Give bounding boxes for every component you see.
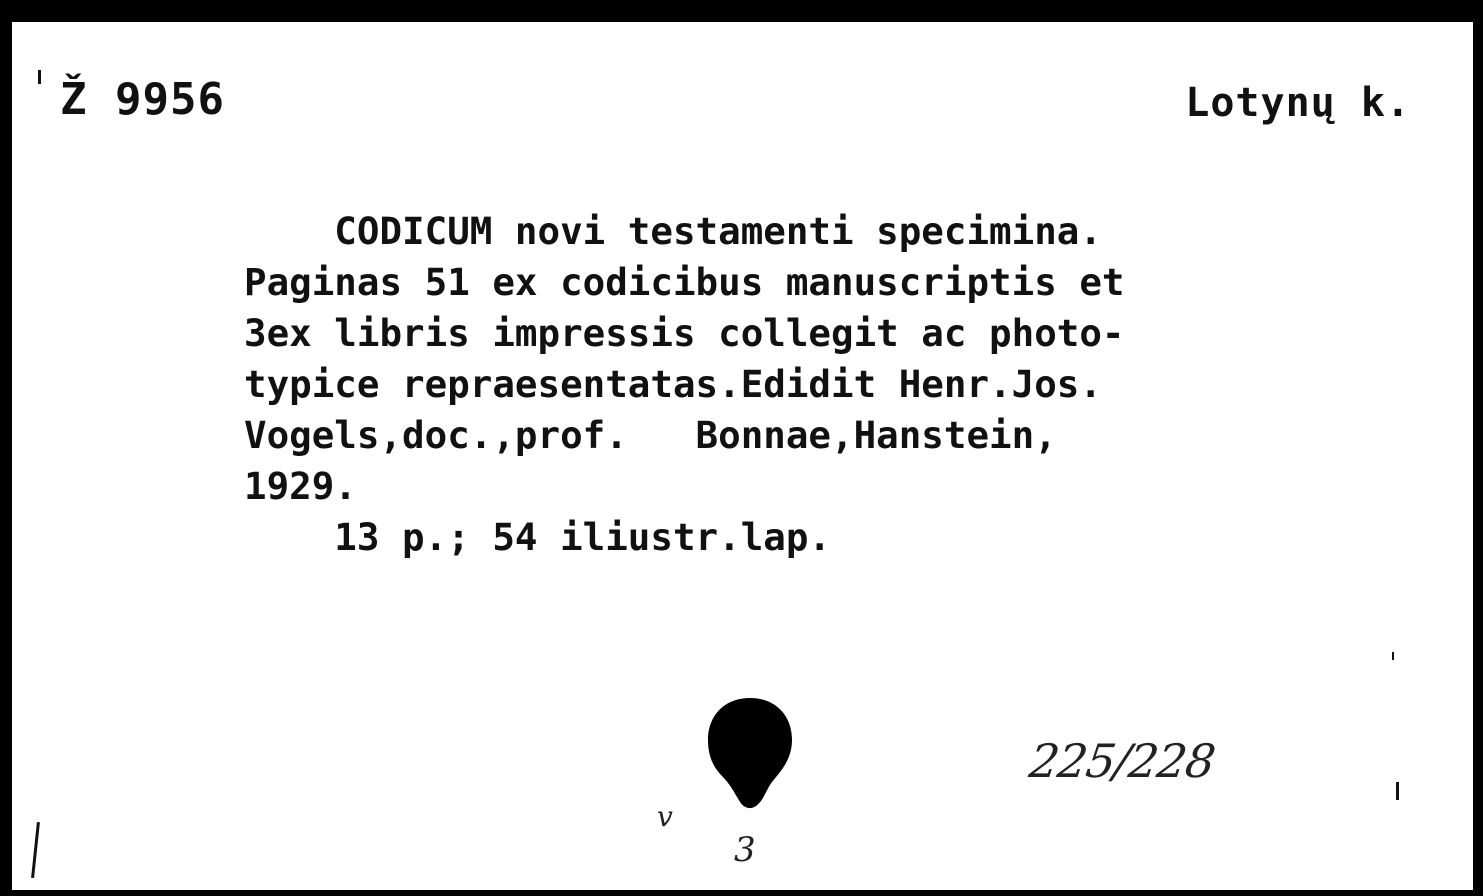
punch-hole [704, 694, 796, 814]
bibliographic-description [244, 206, 1454, 563]
description-line: Vogels,doc.,prof. Bonnae,Hanstein, [244, 413, 1057, 457]
description-line: 1929. [244, 464, 357, 508]
handwritten-number: 225/228 [1026, 734, 1218, 788]
handwritten-digit: 3 [734, 830, 756, 870]
description-line: 13 p.; 54 iliustr.lap. [244, 515, 831, 559]
edge-mark [31, 822, 40, 878]
edge-mark [1392, 652, 1394, 660]
description-line: CODICUM novi testamenti specimina. [244, 209, 1102, 253]
call-number: Ž 9956 [60, 74, 225, 125]
edge-mark [38, 70, 41, 84]
handwritten-checkmark: v [657, 800, 673, 833]
description-line: 3ex libris impressis collegit ac photo- [244, 311, 1125, 355]
description-line: Paginas 51 ex codicibus manuscriptis et [244, 260, 1125, 304]
description-line: typice repraesentatas.Edidit Henr.Jos. [244, 362, 1102, 406]
language-label: Lotynų k. [1185, 80, 1411, 126]
edge-mark [1396, 782, 1399, 800]
catalog-card [12, 22, 1473, 890]
